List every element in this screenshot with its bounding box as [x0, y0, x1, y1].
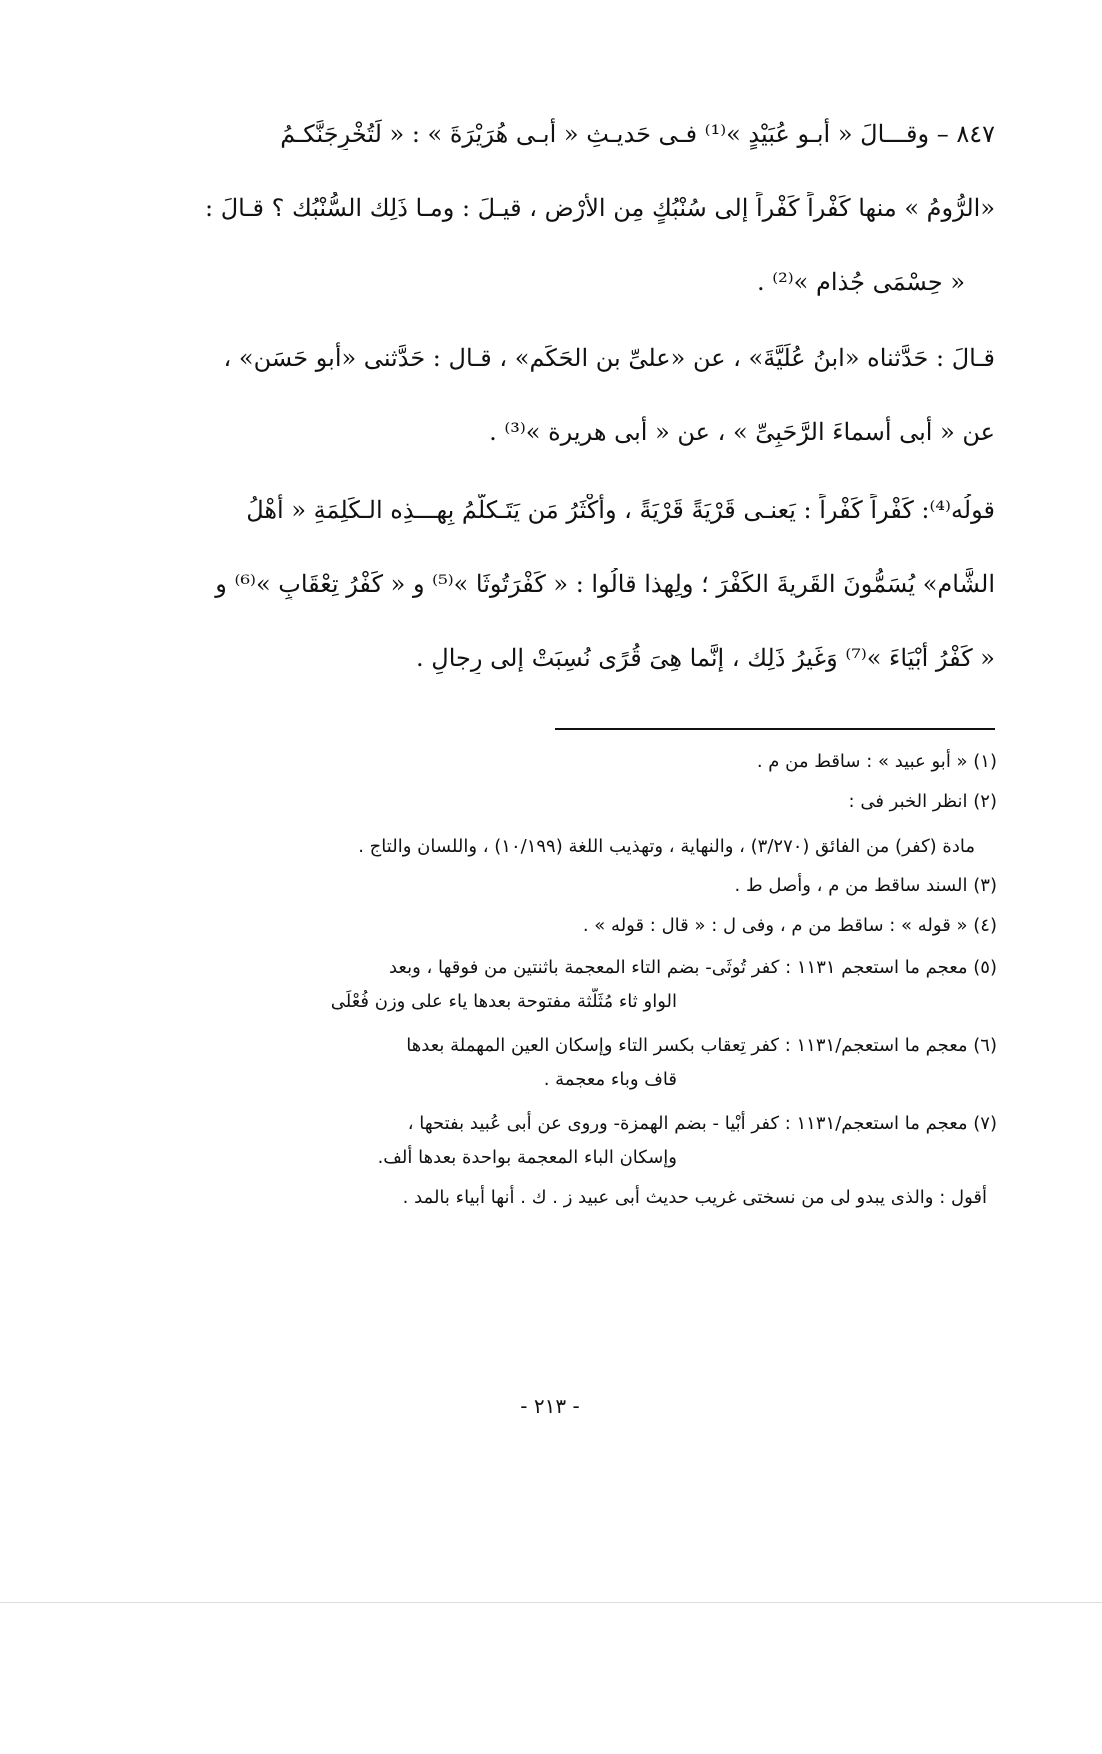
page-number: - ٢١٣ -: [520, 1394, 580, 1418]
main-text-line: ٨٤٧ – وقـــالَ « أبـو عُبَيْدٍ »⁽¹⁾ فـى حَديـثِ « أبـى هُرَيْرَةَ » : « لَتُخْرِجَنَّكـمُ: [280, 120, 995, 148]
footnote-4: (٤) « قوله » : ساقط من م ، وفى ل : « قال : قوله » .: [582, 915, 997, 936]
scan-artifact-line: [0, 1602, 1102, 1603]
footnote-2: (٢) انظر الخبر فى :: [848, 791, 997, 812]
footnote-5-continuation: الواو ثاء مُثَلَّثة مفتوحة بعدها ياء على وزن فُعْلَى: [330, 991, 677, 1012]
footnote-2-detail: مادة (كفر) من الفائق (٣/٢٧٠) ، والنهاية ، وتهذيب اللغة (١٠/١٩٩) ، واللسان والتاج .: [358, 836, 975, 857]
footnote-5: (٥) معجم ما استعجم ١١٣١ : كفر تُوثَى- بضم التاء المعجمة باثنتين من فوقها ، وبعد: [388, 957, 997, 978]
footnote-6: (٦) معجم ما استعجم/١١٣١ : كفر تِعقاب بكسر التاء وإسكان العين المهملة بعدها: [406, 1035, 997, 1056]
main-text-line: « حِسْمَى جُذام »⁽²⁾ .: [756, 268, 965, 296]
footnote-1: (١) « أبو عبيد » : ساقط من م .: [756, 751, 997, 772]
main-text-line: عن « أبى أسماءَ الرَّحَبِىِّ » ، عن « أبى هريرة »⁽³⁾ .: [489, 418, 995, 446]
footnotes-block: [200, 748, 997, 1212]
footnote-separator: [555, 728, 995, 730]
main-text-line: «الرُّومُ » منها كَفْراً كَفْراً إلى سُنْبُكٍ مِن الأرْضِ ، قيـلَ : ومـا ذَلِك السُّنْبُك ؟ قـالَ :: [205, 194, 995, 222]
main-text-block: [185, 118, 995, 674]
main-text-line: « كَفْرُ أبْيَاءَ »⁽⁷⁾ وَغَيرُ ذَلِك ، إنَّما هِىَ قُرًى نُسِبَتْ إلى رِجالٍ .: [416, 644, 995, 672]
main-text-line: قـالَ : حَدَّثناه «ابنُ عُلَيَّةَ» ، عن «علىِّ بن الحَكَم» ، قـال : حَدَّثنى «أبو حَسَن» ،: [223, 344, 995, 372]
footnote-7: (٧) معجم ما استعجم/١١٣١ : كفر أبْيا - بضم الهمزة- وروى عن أبى عُبيد بفتحها ،: [407, 1113, 997, 1134]
footnote-7-continuation: وإسكان الباء المعجمة بواحدة بعدها ألف.: [377, 1147, 677, 1168]
author-comment: أقول : والذى يبدو لى من نسختى غريب حديث أبى عبيد ز . ك . أنها أبياء بالمد .: [402, 1187, 987, 1208]
footnote-6-continuation: قاف وباء معجمة .: [543, 1069, 677, 1090]
main-text-line: قولُه⁽⁴⁾: كَفْراً كَفْراً : يَعنـى قَرْيَةً قَرْيَةً ، وأكْثَرُ مَن يَتَـكلَّمُ بِهـــذِه الـكَلِمَةِ « أهْلُ: [246, 496, 995, 524]
footnote-3: (٣) السند ساقط من م ، وأصل ط .: [734, 875, 997, 896]
main-text-line: الشَّام» يُسَمُّونَ القَريةَ الكَفْرَ ؛ ولِهذا قالُوا : « كَفْرَتُوثَا »⁽⁵⁾ و « كَفْرُ تِعْقَابٍ »⁽⁶⁾ و: [215, 570, 995, 598]
